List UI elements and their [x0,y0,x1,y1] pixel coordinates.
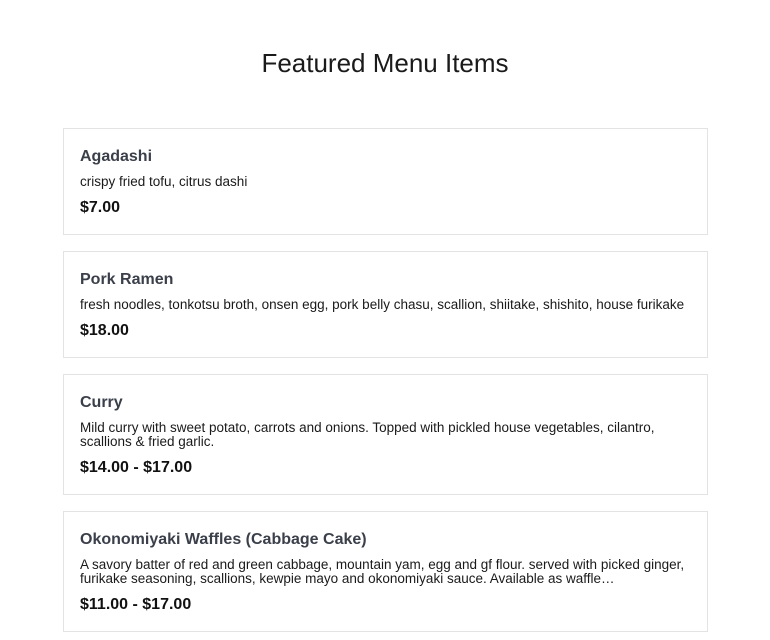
menu-item-description: Mild curry with sweet potato, carrots and onions. Topped with pickled house vegetables, cilantro, scallions & fried garlic. [80,420,655,449]
menu-item-agadashi[interactable] [63,128,708,235]
menu-item-pork-ramen[interactable] [63,251,708,358]
page-title: Featured Menu Items [261,48,509,78]
menu-item-price: $7.00 [80,199,121,216]
menu-item-description: A savory batter of red and green cabbage, mountain yam, egg and gf flour. served with picked ginger, furikake seasoning, scallions, kewpie mayo and okonomiyaki sauce. Available as waffle… [80,558,685,586]
menu-item-price: $14.00 - $17.00 [80,459,193,476]
menu-item-name: Pork Ramen [80,271,174,288]
menu-item-name: Agadashi [80,148,153,165]
menu-item-curry[interactable] [63,374,708,495]
menu-item-name: Curry [80,394,123,411]
menu-item-price: $18.00 [80,322,129,339]
menu-item-description: fresh noodles, tonkotsu broth, onsen egg, pork belly chasu, scallion, shiitake, shishito, house furikake [80,297,685,312]
menu-list [63,128,708,640]
menu-item-price: $11.00 - $17.00 [80,596,192,613]
menu-item-description: crispy fried tofu, citrus dashi [80,174,248,189]
menu-item-okonomiyaki-waffles[interactable] [63,511,708,632]
menu-item-name: Okonomiyaki Waffles (Cabbage Cake) [80,531,367,548]
